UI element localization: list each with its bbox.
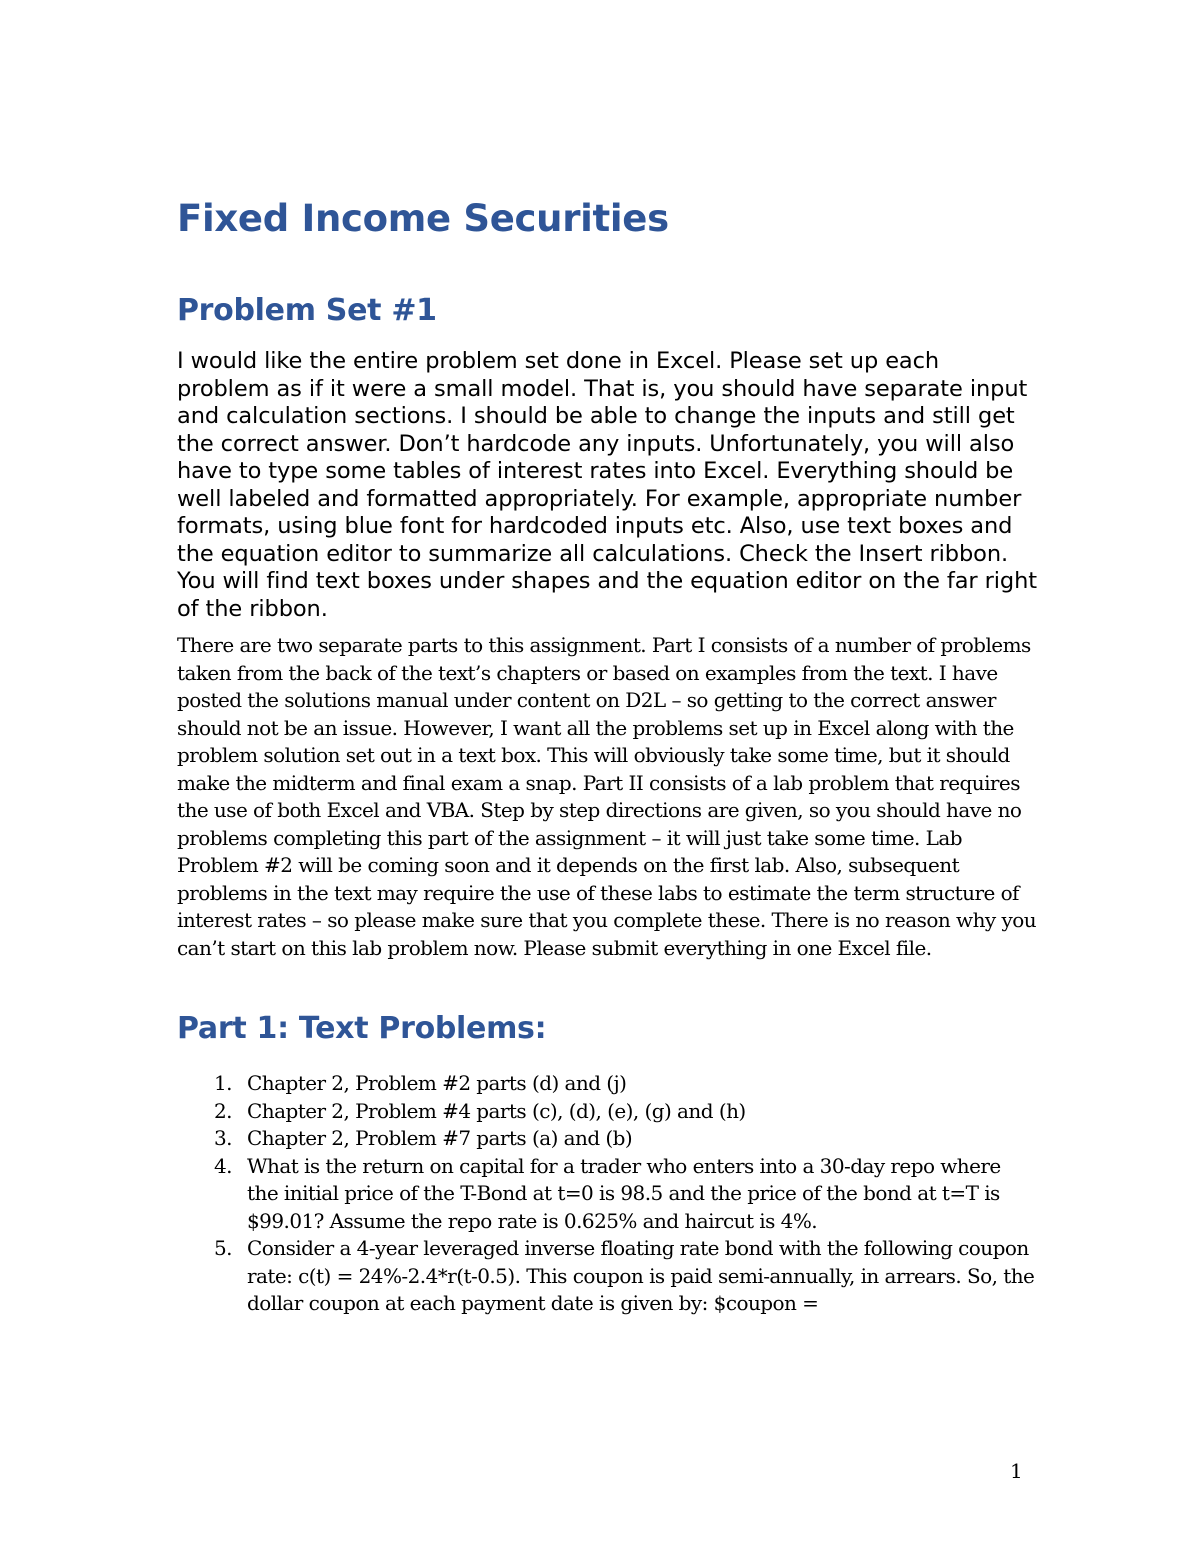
problem-text: Consider a 4-year leveraged inverse floating rate bond with the following coupon rate: c(t) = 24%-2.4*r(t-0.5). This coupon is paid semi-annually, in arrears. So, the dollar coupon at each payment date is given by: $coupon = <box>247 1236 1035 1315</box>
assignment-description-paragraph: There are two separate parts to this assignment. Part I consists of a number of problems taken from the back of the text’s chapters or based on examples from the text. I have posted the solutions manual under content on D2L – so getting to the correct answer should not be an issue. However, I want all the problems set up in Excel along with the problem solution set out in a text box. This will obviously take some time, but it should make the midterm and final exam a snap. Part II consists of a lab problem that requires the use of both Excel and VBA. Step by step directions are given, so you should have no problems completing this part of the assignment – it will just take some time. Lab Problem #2 will be coming soon and it depends on the first lab. Also, subsequent problems in the text may require the use of these labs to estimate the term structure of interest rates – so please make sure that you complete these. There is no reason why you can’t start on this lab problem now. Please submit everything in one Excel file. <box>177 633 1037 960</box>
problem-list <box>177 1070 1037 1318</box>
problem-item <box>177 1070 1037 1098</box>
problem-number: 1. <box>214 1071 232 1095</box>
problem-item <box>177 1235 1037 1318</box>
problem-text: Chapter 2, Problem #4 parts (c), (d), (e), (g) and (h) <box>247 1098 746 1123</box>
problem-item <box>177 1098 1037 1126</box>
problem-text: Chapter 2, Problem #7 parts (a) and (b) <box>247 1126 633 1150</box>
problem-text: What is the return on capital for a trader who enters into a 30-day repo where the initial price of the T-Bond at t=0 is 98.5 and the price of the bond at t=T is $99.01? Assume the repo rate is 0.625% and haircut is 4%. <box>247 1153 1001 1233</box>
problem-text: Chapter 2, Problem #2 parts (d) and (j) <box>247 1071 627 1095</box>
problem-number: 2. <box>214 1098 232 1123</box>
problem-number: 5. <box>214 1236 232 1260</box>
document-title: Fixed Income Securities <box>177 197 669 240</box>
page-number: 1 <box>1010 1459 1023 1483</box>
problem-set-heading: Problem Set #1 <box>177 293 437 328</box>
problem-number: 4. <box>214 1153 232 1178</box>
page-content <box>177 190 1037 1318</box>
problem-item <box>177 1153 1037 1236</box>
part-1-heading: Part 1: Text Problems: <box>177 1011 547 1046</box>
intro-paragraph: I would like the entire problem set done in Excel. Please set up each problem as if it were a small model. That is, you should have separate input and calculation sections. I should be able to change the inputs and still get the correct answer. Don’t hardcode any inputs. Unfortunately, you will also have to type some tables of interest rates into Excel. Everything should be well labeled and formatted appropriately. For example, appropriate number formats, using blue font for hardcoded inputs etc. Also, use text boxes and the equation editor to summarize all calculations. Check the Insert ribbon. You will find text boxes under shapes and the equation editor on the far right of the ribbon. <box>177 348 1037 622</box>
problem-number: 3. <box>214 1126 232 1150</box>
problem-item <box>177 1125 1037 1153</box>
